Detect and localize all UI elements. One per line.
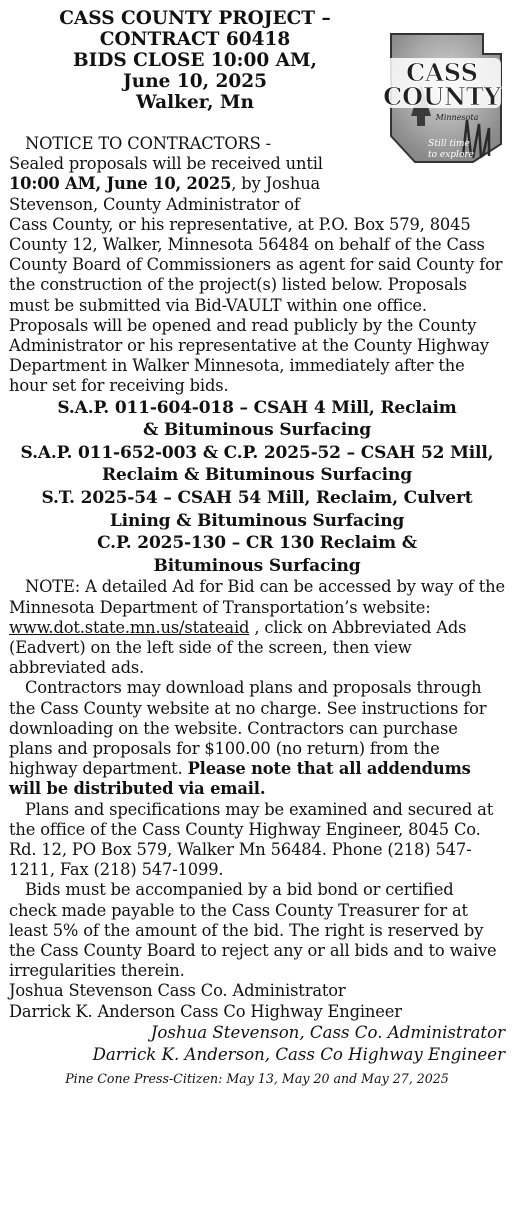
title-line: BIDS CLOSE 10:00 AM, <box>73 50 317 71</box>
notice-line: Stevenson, County Administrator of <box>9 194 300 214</box>
title-line: CONTRACT 60418 <box>99 29 291 50</box>
project-line: S.T. 2025-54 – CSAH 54 Mill, Reclaim, Culvert <box>41 488 473 509</box>
title-line: Walker, Mn <box>136 92 254 113</box>
project-line: Reclaim & Bituminous Surfacing <box>102 465 412 486</box>
bond-paragraph: Bids must be accompanied by a bid bond or certified check made payable to the Cass County Treasurer for at least 5% of the amount of the bid. The right is reserved by the Cass County Board to reject any or all bids and to waive irregularities therein. <box>9 880 497 981</box>
project-line: C.P. 2025-130 – CR 130 Reclaim & <box>97 533 417 554</box>
logo-slogan: to explore <box>428 150 474 160</box>
notice-body <box>9 134 505 1022</box>
project-line: Bituminous Surfacing <box>153 555 361 576</box>
project-line: & Bituminous Surfacing <box>143 420 371 441</box>
download-paragraph: Contractors may download plans and proposals through the Cass County website at no charge. See instructions for downloading on the website. Contractors can purchase plans and proposals for $100.00 (no return) from the highway department. Please note that all addendums will be distributed via email. <box>9 678 487 799</box>
deadline: 10:00 AM, June 10, 2025 <box>9 174 232 194</box>
signature-block <box>9 1022 505 1066</box>
signature-line: Joshua Stevenson, Cass Co. Administrator <box>150 1022 505 1042</box>
mndot-link[interactable]: www.dot.state.mn.us/stateaid <box>9 617 250 637</box>
publication-line: Pine Cone Press-Citizen: May 13, May 20 and May 27, 2025 <box>65 1070 449 1086</box>
logo-state: Minnesota <box>435 113 479 122</box>
project-list <box>9 397 505 578</box>
notice-paragraph: Cass County, or his representative, at P.O. Box 579, 8045 County 12, Walker, Minnesota 56484 on behalf of the Cass County Board of Commissioners as agent for said County for the construction of the project(s) listed below. Proposals must be submitted via Bid-VAULT within one office. Proposals will be opened and read publicly by the County Administrator or his representative at the County Highway Department in Walker Minnesota, immediately after the hour set for receiving bids. <box>9 214 503 396</box>
notice-line: Sealed proposals will be received until <box>9 154 323 174</box>
addendum-note: Please note that all addendums will be distributed via email. <box>9 759 471 799</box>
notice-line: 10:00 AM, June 10, 2025, by Joshua <box>9 174 321 194</box>
project-line: S.A.P. 011-652-003 & C.P. 2025-52 – CSAH 52 Mill, <box>20 442 494 463</box>
notice-title <box>9 8 381 113</box>
logo-word-bottom: COUNTY <box>383 82 501 111</box>
signer-line: Joshua Stevenson Cass Co. Administrator <box>9 981 346 1001</box>
note-paragraph: NOTE: A detailed Ad for Bid can be accessed by way of the Minnesota Department of Transportation’s website: www.dot.state.mn.us/stateaid , click on Abbreviated Ads (Eadvert) on the left side of the screen, then view abbreviated ads. <box>9 577 505 678</box>
project-line: Lining & Bituminous Surfacing <box>109 510 405 531</box>
notice-heading: NOTICE TO CONTRACTORS - <box>25 134 272 153</box>
logo-slogan: Still time <box>428 139 470 149</box>
title-line: CASS COUNTY PROJECT – <box>59 8 331 29</box>
cass-county-logo <box>377 24 507 172</box>
logo-word-top: CASS <box>406 58 478 87</box>
plans-paragraph: Plans and specifications may be examined and secured at the office of the Cass County Highway Engineer, 8045 Co. Rd. 12, PO Box 579, Walker Mn 56484. Phone (218) 547-1211, Fax (218) 547-1099. <box>9 799 494 880</box>
project-line: S.A.P. 011-604-018 – CSAH 4 Mill, Reclaim <box>57 397 457 418</box>
signature-line: Darrick K. Anderson, Cass Co Highway Engineer <box>92 1044 505 1064</box>
title-line: June 10, 2025 <box>123 71 267 92</box>
signer-line: Darrick K. Anderson Cass Co Highway Engineer <box>9 1001 402 1021</box>
legal-notice <box>9 8 505 1088</box>
